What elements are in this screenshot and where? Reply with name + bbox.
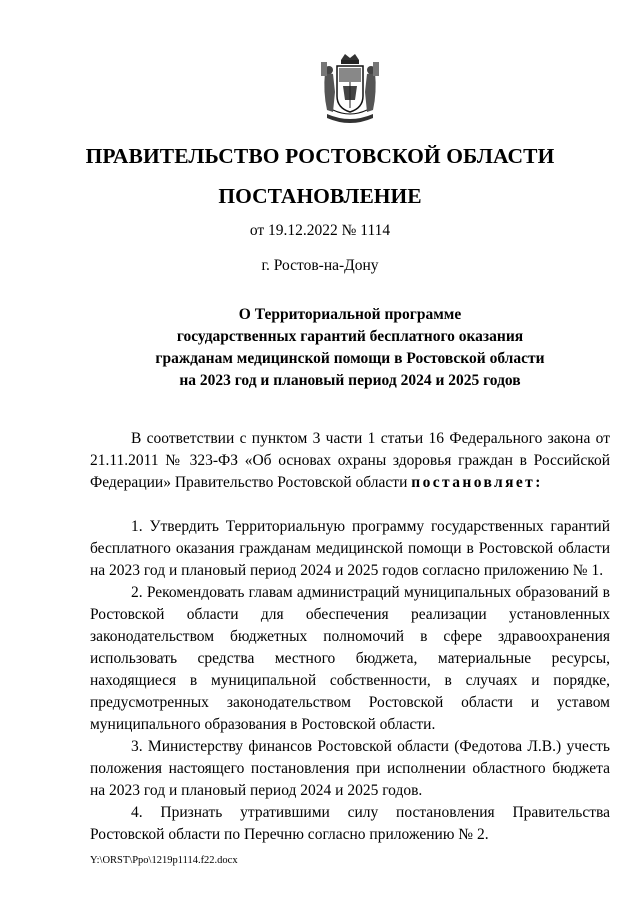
document-city: г. Ростов-на-Дону <box>261 257 379 274</box>
subject-line: гражданам медицинской помощи в Ростовской области <box>155 350 545 367</box>
preamble-text: В соответствии с пунктом 3 части 1 статьи 16 Федерального закона от 21.11.2011 № 323-ФЗ «Об основах охраны здоровья граждан в Российской Федерации» Правительство Ростовской области <box>90 430 610 491</box>
decree-word: постановляет: <box>411 474 543 491</box>
document-date-number: от 19.12.2022 № 1114 <box>249 222 391 239</box>
footer-file-path: Y:\ORST\Ppo\1219p1114.f22.docx <box>90 855 238 866</box>
preamble <box>90 428 610 494</box>
resolution-items <box>90 516 610 846</box>
subject-line: О Территориальной программе <box>238 306 462 323</box>
resolution-item: 4. Признать утратившими силу постановления Правительства Ростовской области по Перечню согласно приложению № 2. <box>90 804 610 843</box>
resolution-item: 3. Министерству финансов Ростовской области (Федотова Л.В.) учесть положения настоящего постановления при исполнении областного бюджета на 2023 год и плановый период 2024 и 2025 годов. <box>90 738 610 799</box>
preamble-paragraph <box>90 428 610 494</box>
subject-line: на 2023 год и плановый период 2024 и 2025 годов <box>179 372 521 389</box>
resolution-item: 1. Утвердить Территориальную программу государственных гарантий бесплатного оказания гражданам медицинской помощи в Ростовской области на 2023 год и плановый период 2024 и 2025 годов согласно приложению № 1. <box>90 518 610 579</box>
coat-of-arms-icon <box>319 52 381 128</box>
subject-line: государственных гарантий бесплатного оказания <box>176 328 524 345</box>
resolution-item: 2. Рекомендовать главам администраций муниципальных образований в Ростовской области для обеспечения реализации установленных законодательством бюджетных полномочий в сфере здравоохранения использовать средства местного бюджета, материальные ресурсы, находящиеся в муниципальной собственности, в случаях и порядке, предусмотренных законодательством Ростовской области и уставом муниципального образования в Ростовской области. <box>90 584 610 733</box>
document-type: ПОСТАНОВЛЕНИЕ <box>218 184 422 208</box>
government-title: ПРАВИТЕЛЬСТВО РОСТОВСКОЙ ОБЛАСТИ <box>85 144 555 168</box>
document-subject <box>100 304 600 392</box>
